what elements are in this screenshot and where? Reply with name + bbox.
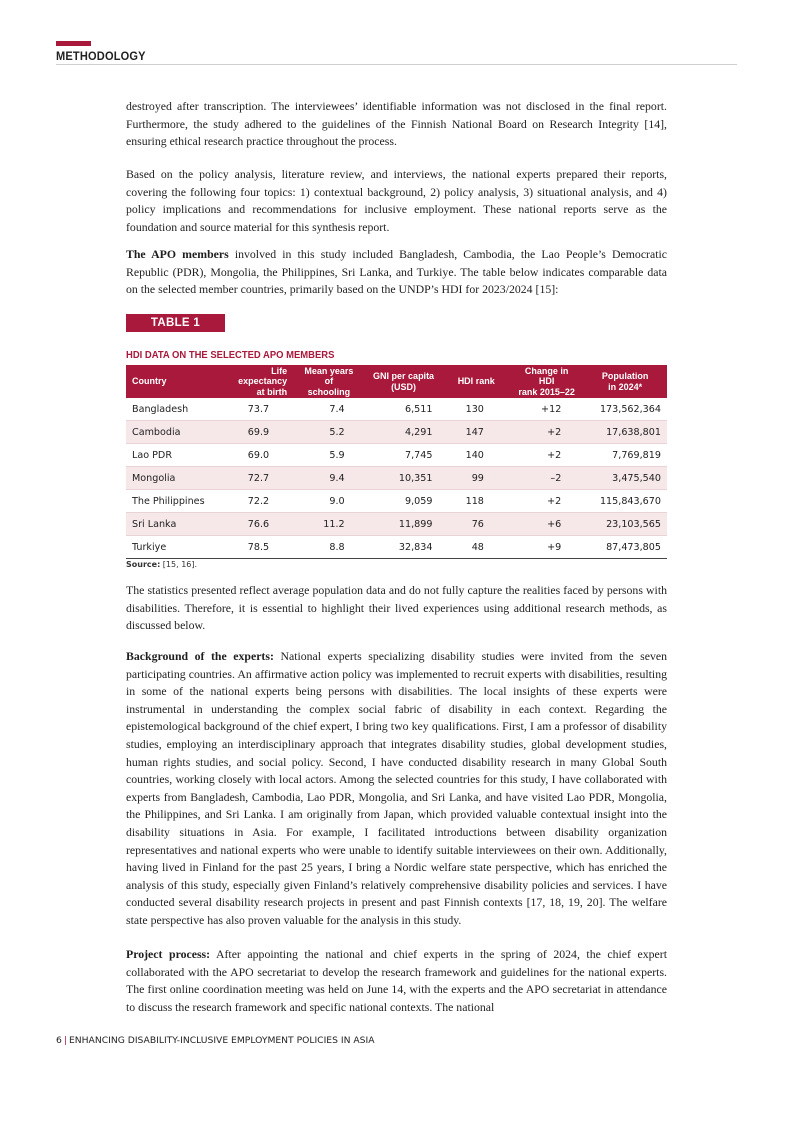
cell-country: Lao PDR	[126, 444, 218, 467]
table-row	[126, 513, 667, 536]
cell-country: Bangladesh	[126, 398, 218, 421]
header-gni-line1: GNI per capita	[373, 371, 435, 381]
paragraph-process-text: After appointing the national and chief experts in the spring of 2024, the chief expert collaborated with the APO secretariat to develop the research framework and guidelines for the national experts. The first online coordination meeting was held on June 14, with the experts and the APO secretariat in attendance to discuss the research framework and specific national contexts. The national	[126, 947, 667, 1014]
table-header-row	[126, 365, 667, 398]
section-label: METHODOLOGY	[56, 49, 146, 63]
cell-hdi-rank: 99	[442, 467, 509, 490]
header-school-line1: Mean years of	[304, 365, 354, 387]
cell-life-expectancy: 76.6	[218, 513, 293, 536]
header-life-line2: at birth	[256, 386, 288, 397]
header-chg-line2: rank 2015–22	[518, 386, 575, 397]
paragraph-reports: Based on the policy analysis, literature review, and interviews, the national experts prepared their reports, covering the following four topics: 1) contextual background, 2) policy analysis, 3) situational analysis, and 4) policy implications and recommendations for inclusive employment. These national reports serve as the foundation and source material for this synthesis report.	[126, 167, 667, 234]
paragraph-apo-members	[126, 246, 667, 299]
cell-life-expectancy: 72.7	[218, 467, 293, 490]
cell-hdi-rank: 140	[442, 444, 509, 467]
footer-title: ENHANCING DISABILITY-INCLUSIVE EMPLOYMENT POLICIES IN ASIA	[68, 1035, 375, 1046]
cell-hdi-change: +9	[510, 536, 583, 559]
header-pop-line1: Population	[601, 371, 649, 381]
header-population	[583, 365, 667, 398]
cell-population: 87,473,805	[583, 536, 667, 559]
cell-hdi-change: +2	[510, 490, 583, 513]
cell-hdi-rank: 76	[442, 513, 509, 536]
cell-gni: 4,291	[365, 421, 443, 444]
paragraph-statistics: The statistics presented reflect average population data and do not fully capture the realities faced by persons with disabilities. Therefore, it is essential to highlight their lived experiences using additional research methods, as discussed below.	[126, 583, 667, 633]
cell-hdi-change: +6	[510, 513, 583, 536]
table-tag: TABLE 1	[126, 314, 225, 332]
cell-mean-schooling: 7.4	[293, 398, 364, 421]
cell-hdi-change: +12	[510, 398, 583, 421]
paragraph-apo-text: involved in this study included Bangladesh, Cambodia, the Lao People’s Democratic Republic (PDR), Mongolia, the Philippines, Sri Lanka, and Turkiye. The table below indicates comparable data on the selected member countries, primarily based on the UNDP’s HDI for 2023/2024 [15]:	[126, 247, 668, 297]
header-school-line2: schooling	[307, 386, 351, 397]
paragraph-lead-experts: Background of the experts:	[126, 649, 274, 663]
table-row	[126, 536, 667, 559]
cell-gni: 6,511	[365, 398, 443, 421]
header-country: Country	[126, 365, 218, 398]
table-row	[126, 467, 667, 490]
header-pop-line2: in 2024*	[608, 381, 643, 392]
table-row	[126, 421, 667, 444]
header-mean-schooling	[293, 365, 364, 398]
table-row	[126, 490, 667, 513]
paragraph-lead-process: Project process:	[126, 947, 211, 961]
footer-separator: |	[63, 1035, 67, 1046]
page-footer	[56, 1035, 374, 1046]
hdi-table	[126, 365, 667, 559]
cell-hdi-rank: 147	[442, 421, 509, 444]
page-number: 6	[56, 1035, 62, 1046]
cell-life-expectancy: 69.9	[218, 421, 293, 444]
table-body	[126, 398, 667, 559]
header-hdi-rank: HDI rank	[442, 365, 509, 398]
paragraph-project-process	[126, 946, 667, 1016]
header-hdi-change	[510, 365, 583, 398]
table-row	[126, 444, 667, 467]
header-life-line1: Life expectancy	[238, 365, 288, 387]
header-gni	[365, 365, 443, 398]
cell-mean-schooling: 5.2	[293, 421, 364, 444]
cell-mean-schooling: 5.9	[293, 444, 364, 467]
cell-gni: 32,834	[365, 536, 443, 559]
cell-hdi-rank: 48	[442, 536, 509, 559]
paragraph-experts-text: National experts specializing disability studies were invited from the seven participating countries. An affirmative action policy was implemented to recruit experts with disabilities, resulting in some of the national experts being persons with disabilities. The local insights of these experts were instrumental in understanding the complex social fabric of disability in each context. Regarding the epistemological background of the chief expert, I bring two key qualifications. First, I am a professor of disability studies, employing an interdisciplinary approach that integrates disability studies, global development studies, human rights studies, and social policy. Second, I have conducted disability research in many Global South countries, working closely with local actors. Among the selected countries for this study, I have collaborated with experts from Bangladesh, Cambodia, Lao PDR, Mongolia, and Sri Lanka, and have visited Lao PDR, Mongolia, the Philippines, and Sri Lanka. I am originally from Japan, which provided valuable contextual insight into the disability situations in Asia. For example, I facilitated introductions between disability organization representatives and national experts who were unable to identify suitable interviewees on their own. Additionally, having lived in Finland for the past 25 years, I bring a Nordic welfare state perspective, which has enriched the analysis of this study, especially given Finland’s relatively comprehensive disability policies and services. I have conducted several disability research projects in present and past Finnish contexts [17, 18, 19, 20]. The welfare state perspective has also proven valuable for the analysis in this study.	[126, 649, 667, 927]
cell-gni: 11,899	[365, 513, 443, 536]
header-life-expectancy	[218, 365, 293, 398]
paragraph-ethics: destroyed after transcription. The interviewees’ identifiable information was not disclosed in the final report. Furthermore, the study adhered to the guidelines of the Finnish National Board on Research Integrity [14], ensuring ethical research practice throughout the process.	[126, 99, 667, 149]
cell-hdi-change: +2	[510, 421, 583, 444]
cell-population: 115,843,670	[583, 490, 667, 513]
header-gni-line2: (USD)	[391, 381, 417, 392]
cell-hdi-change: –2	[510, 467, 583, 490]
cell-mean-schooling: 11.2	[293, 513, 364, 536]
cell-gni: 9,059	[365, 490, 443, 513]
cell-life-expectancy: 72.2	[218, 490, 293, 513]
cell-country: Turkiye	[126, 536, 218, 559]
cell-mean-schooling: 9.4	[293, 467, 364, 490]
cell-hdi-change: +2	[510, 444, 583, 467]
cell-gni: 10,351	[365, 467, 443, 490]
cell-mean-schooling: 8.8	[293, 536, 364, 559]
cell-hdi-rank: 130	[442, 398, 509, 421]
paragraph-lead-apo: The APO members	[126, 247, 229, 261]
cell-gni: 7,745	[365, 444, 443, 467]
cell-mean-schooling: 9.0	[293, 490, 364, 513]
cell-life-expectancy: 69.0	[218, 444, 293, 467]
table-title: HDI DATA ON THE SELECTED APO MEMBERS	[126, 349, 335, 361]
table-row	[126, 398, 667, 421]
source-text: [15, 16].	[160, 560, 198, 569]
cell-life-expectancy: 73.7	[218, 398, 293, 421]
cell-hdi-rank: 118	[442, 490, 509, 513]
cell-population: 3,475,540	[583, 467, 667, 490]
cell-life-expectancy: 78.5	[218, 536, 293, 559]
cell-population: 173,562,364	[583, 398, 667, 421]
cell-country: Mongolia	[126, 467, 218, 490]
source-label: Source:	[126, 560, 161, 569]
table-source	[126, 560, 197, 569]
cell-country: Cambodia	[126, 421, 218, 444]
cell-population: 23,103,565	[583, 513, 667, 536]
cell-country: Sri Lanka	[126, 513, 218, 536]
section-accent-bar	[56, 41, 91, 46]
cell-population: 7,769,819	[583, 444, 667, 467]
paragraph-experts	[126, 648, 667, 930]
header-chg-line1: Change in HDI	[524, 365, 569, 387]
cell-country: The Philippines	[126, 490, 218, 513]
cell-population: 17,638,801	[583, 421, 667, 444]
section-divider	[56, 64, 737, 65]
